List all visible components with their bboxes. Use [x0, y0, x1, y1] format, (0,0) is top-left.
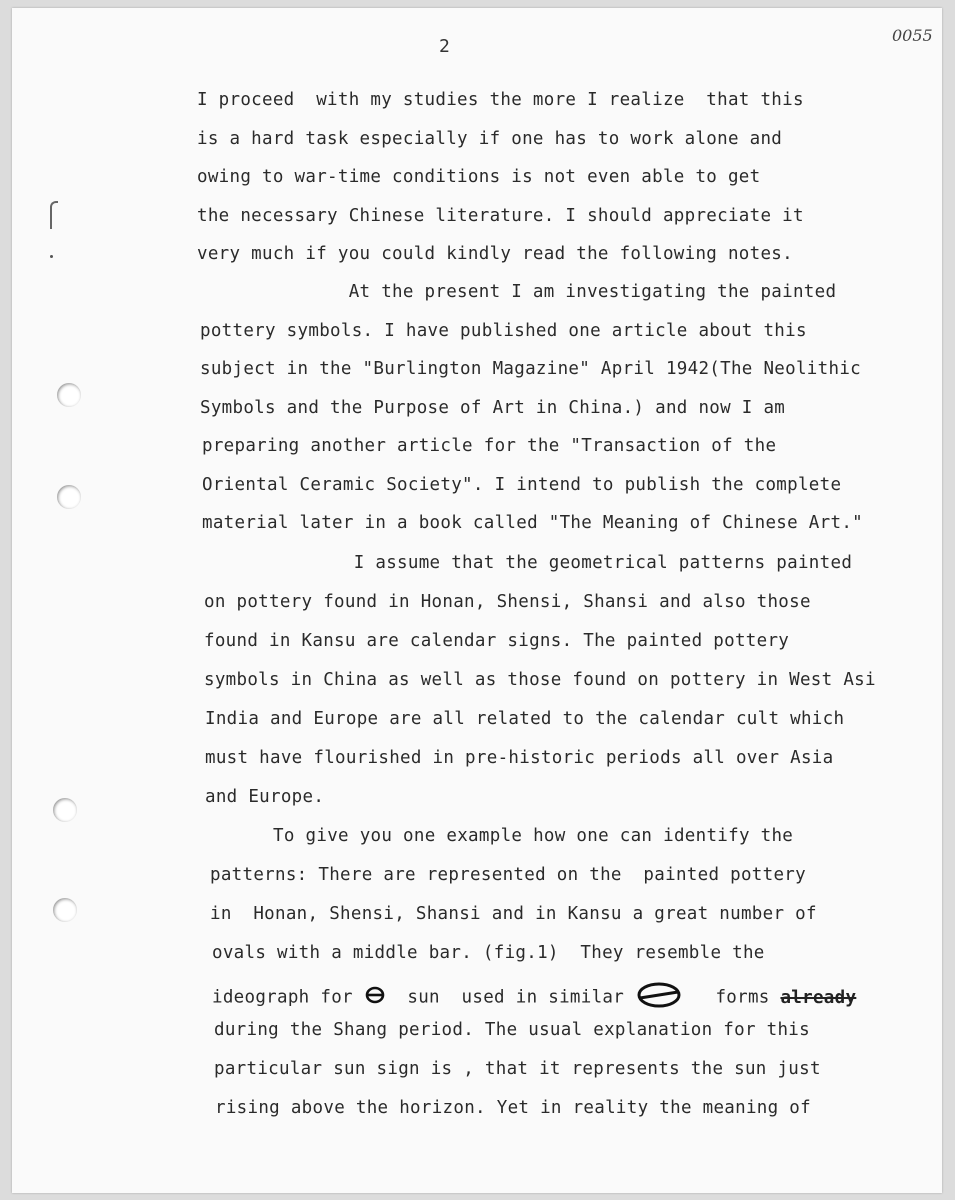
- text-segment: forms: [682, 987, 781, 1008]
- document-page: [12, 8, 942, 1193]
- sun-ideograph-icon: [364, 985, 386, 1010]
- text-line: rising above the horizon. Yet in reality the meaning of: [215, 1098, 811, 1118]
- text-line: I proceed with my studies the more I realize that this: [197, 90, 804, 110]
- text-line: owing to war-time conditions is not even able to get: [197, 167, 761, 187]
- text-line: preparing another article for the "Transaction of the: [202, 436, 777, 456]
- struck-word: already: [780, 987, 857, 1008]
- text-line: ovals with a middle bar. (fig.1) They resemble the: [212, 943, 765, 963]
- margin-dot: [50, 255, 53, 258]
- text-line: subject in the "Burlington Magazine" April 1942(The Neolithic: [200, 359, 861, 379]
- punch-hole: [53, 798, 77, 822]
- text-line: during the Shang period. The usual explanation for this: [214, 1020, 810, 1040]
- text-line: Oriental Ceramic Society". I intend to publish the complete: [202, 475, 842, 495]
- punch-hole: [53, 898, 77, 922]
- text-line-with-symbols: [212, 980, 856, 1015]
- text-line: the necessary Chinese literature. I should appreciate it: [197, 206, 804, 226]
- text-line: symbols in China as well as those found on pottery in West Asi: [204, 670, 876, 690]
- text-line: India and Europe are all related to the calendar cult which: [205, 709, 845, 729]
- text-line: and Europe.: [205, 787, 325, 807]
- text-line: in Honan, Shensi, Shansi and in Kansu a great number of: [210, 904, 817, 924]
- text-segment: ideograph for: [212, 987, 364, 1008]
- text-line: To give you one example how one can identify the: [208, 826, 794, 846]
- text-line: material later in a book called "The Meaning of Chinese Art.": [202, 513, 863, 533]
- text-line: Symbols and the Purpose of Art in China.) and now I am: [200, 398, 786, 418]
- text-line: on pottery found in Honan, Shensi, Shansi and also those: [204, 592, 811, 612]
- text-line: is a hard task especially if one has to work alone and: [197, 129, 783, 149]
- text-segment: sun used in similar: [385, 987, 635, 1008]
- text-line: must have flourished in pre-historic periods all over Asia: [205, 748, 834, 768]
- punch-hole: [57, 485, 81, 509]
- archive-number: 0055: [892, 26, 933, 45]
- oval-sun-sign-icon: [635, 980, 683, 1015]
- page-number: 2: [439, 36, 450, 57]
- text-line: particular sun sign is , that it represents the sun just: [214, 1059, 821, 1079]
- punch-hole: [57, 383, 81, 407]
- text-line: At the present I am investigating the painted: [197, 282, 837, 302]
- text-line: patterns: There are represented on the painted pottery: [210, 865, 806, 885]
- text-line: I assume that the geometrical patterns painted: [202, 553, 853, 573]
- text-line: found in Kansu are calendar signs. The painted pottery: [204, 631, 790, 651]
- text-line: very much if you could kindly read the following notes.: [197, 244, 793, 264]
- text-line: pottery symbols. I have published one article about this: [200, 321, 807, 341]
- margin-mark: [50, 201, 58, 229]
